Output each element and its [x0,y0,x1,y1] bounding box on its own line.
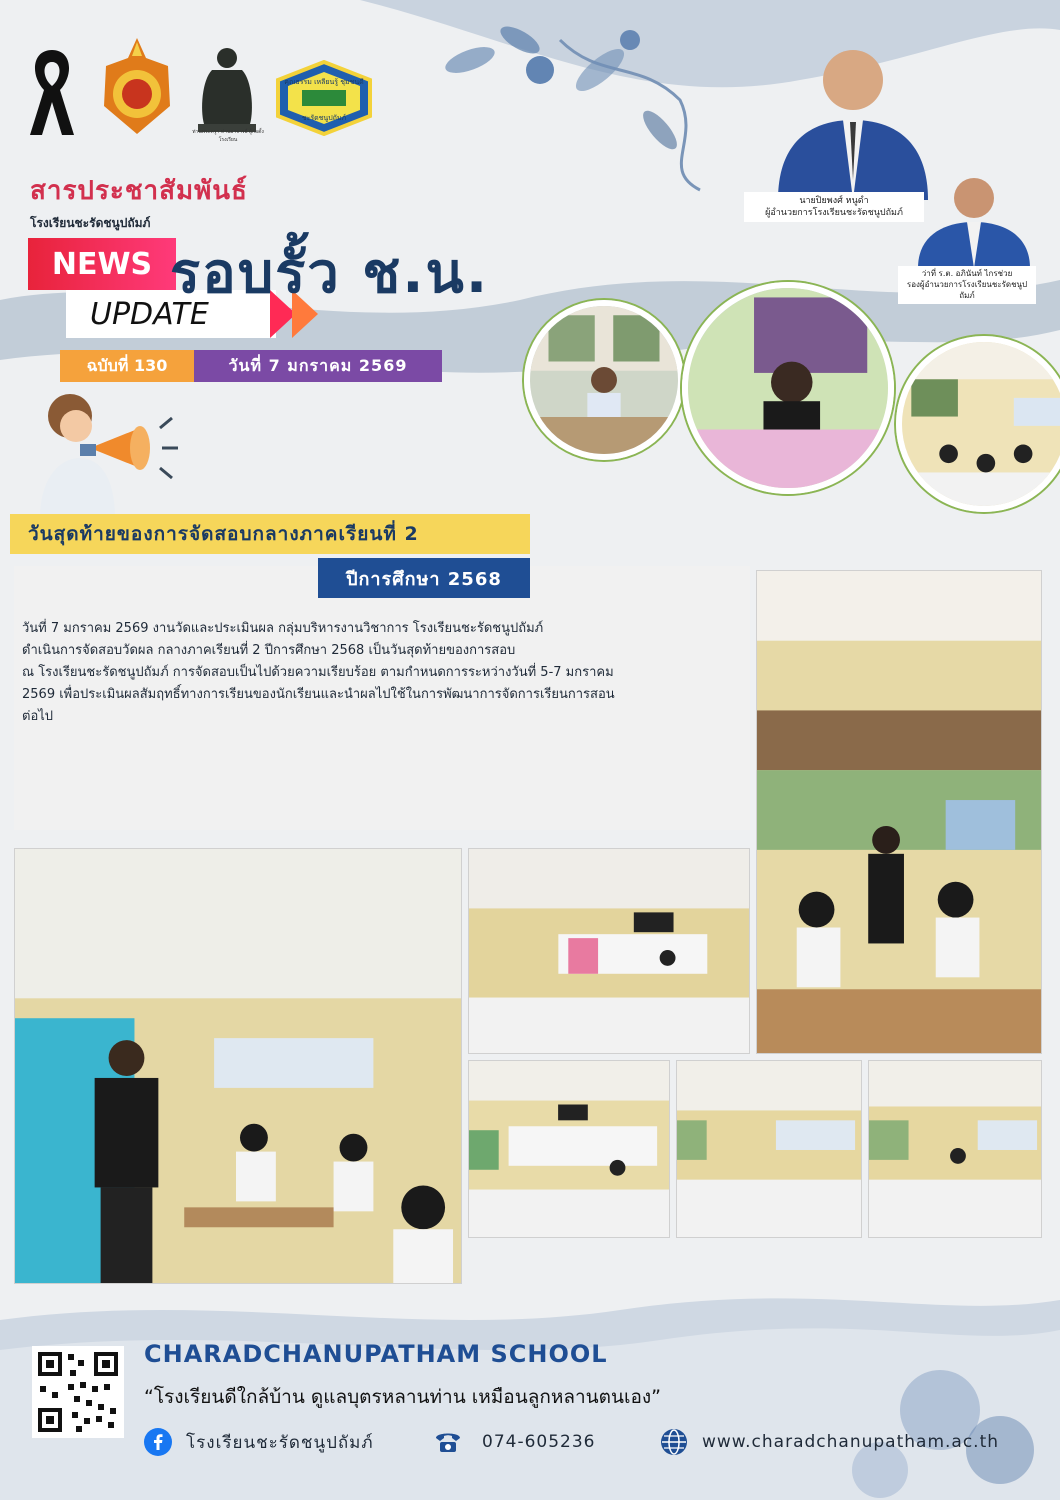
photo-classroom-exam-1 [468,1060,670,1238]
academic-year-label: ปีการศึกษา 2568 [318,558,530,598]
facebook-icon [144,1428,172,1456]
article-line: 2569 เพื่อประเมินผลสัมฤทธิ์ทางการเรียนของนักเรียนและนำผลไปใช้ในการพัฒนาการจัดการเรียนการสอน [22,687,615,702]
school-motto: “โรงเรียนดีใกล้บ้าน ดูแลบุตรหลานท่าน เหมือนลูกหลานตนเอง” [144,1386,662,1408]
deputy-director-portrait [912,168,1036,268]
circle-photo-teacher-desk [682,282,894,494]
statue-caption: ท่านพระครูฯ ท่านอาจารย์ ผู้ก่อตั้งโรงเรียน [192,129,264,143]
qr-code[interactable] [32,1346,124,1438]
director-name-tag [744,192,924,222]
obec-seal-logo [98,36,176,136]
school-logo [276,60,372,136]
footer-school-name: CHARADCHANUPATHAM SCHOOL [144,1340,608,1368]
director-name: นายปิยพงศ์ หนูดำ [799,196,869,206]
news-label: NEWS [28,238,176,290]
photo-classroom-exam-3 [868,1060,1042,1238]
circle-photo-classroom [896,336,1060,512]
bulletin-title: สารประชาสัมพันธ์ [30,176,248,206]
photo-classroom-exam-wide [468,848,750,1054]
article-line: ดำเนินการจัดสอบวัดผล กลางภาคเรียนที่ 2 ปีการศึกษา 2568 เป็นวันสุดท้ายของการสอบ [22,643,516,658]
website-link[interactable] [660,1428,999,1456]
photo-classroom-exam-2 [676,1060,862,1238]
deputy-position: รองผู้อำนวยการโรงเรียนชะรัดชนูปถัมภ์ [906,279,1028,300]
circle-photo-teacher-grading [524,300,684,460]
issue-number: ฉบับที่ 130 [60,350,194,382]
school-logo-bottom-text: ชะรัดชนูปถัมภ์ [301,114,347,122]
facebook-link[interactable] [144,1428,374,1456]
article-line: ณ โรงเรียนชะรัดชนูปถัมภ์ การจัดสอบเป็นไปด้วยความเรียบร้อย ตามกำหนดการระหว่างวันที่ 5-7 มกราคม [22,665,614,680]
deputy-name-tag [898,266,1036,304]
newsletter-name: รอบรั้ว ช.น. [170,241,490,306]
photo-teacher-standing-in-class [756,570,1042,1054]
phone-contact[interactable] [428,1428,595,1456]
article-line: ต่อไป [22,709,54,724]
founder-statue-logo [192,40,262,140]
globe-icon [660,1428,688,1456]
facebook-page-name: โรงเรียนชะรัดชนูปถัมภ์ [186,1432,374,1453]
school-subtitle: โรงเรียนชะรัดชนูปถัมภ์ [30,216,151,230]
telephone-icon [428,1428,468,1456]
issue-date: วันที่ 7 มกราคม 2569 [194,350,442,382]
phone-number: 074-605236 [482,1432,596,1452]
update-label: UPDATE [66,290,276,338]
director-position: ผู้อำนวยการโรงเรียนชะรัดชนูปถัมภ์ [765,208,903,219]
article-headline: วันสุดท้ายของการจัดสอบกลางภาคเรียนที่ 2 [10,514,530,554]
website-url: www.charadchanupatham.ac.th [702,1432,1000,1452]
mourning-ribbon-icon [22,40,82,140]
article-body [22,618,752,728]
megaphone-woman-illustration [20,388,190,518]
article-line: วันที่ 7 มกราคม 2569 งานวัดและประเมินผล กลุ่มบริหารงานวิชาการ โรงเรียนชะรัดชนูปถัมภ์ [22,621,544,636]
photo-teacher-supervising-exam [14,848,462,1284]
school-logo-top-text: คุณธรรม เหลียนรู้ ชุมชนดี [284,78,364,86]
deputy-name: ว่าที่ ร.ต. อภินันท์ ไกรช่วย [921,269,1013,278]
